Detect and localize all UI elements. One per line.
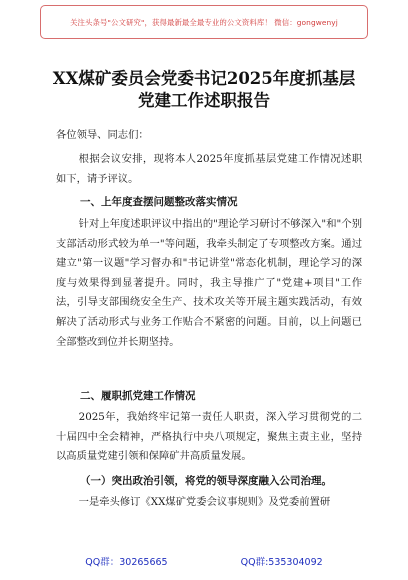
section-2-paragraph: 2025年，我始终牢记第一责任人职责，深入学习贯彻党的二十届四中全会精神，严格执行中央八项规定，聚焦主责主业，坚持以高质量党建引领和保障矿井高质量发展。: [56, 411, 362, 463]
section-1-paragraph: 针对上年度述职评议中指出的"理论学习研讨不够深入"和"个别支部活动形式较为单一"等问题，我牵头制定了专项整改方案。通过建立"第一议题"学习督办和"书记讲堂"常态化机制，理论学习的深度与效果得到显著提升。同时，我主导推广了"党建+项目"工作法，引导支部围绕安全生产、技术攻关等开展主题实践活动，有效解决了活动形式与业务工作贴合不紧密的问题。目前，以上问题已全部整改到位并长期坚持。: [56, 218, 362, 348]
subsection-1-heading: （一）突出政治引领，将党的领导深度融入公司治理。: [80, 475, 332, 487]
footer: [0, 554, 408, 568]
footer-qq-group-1: QQ群：30265665: [85, 557, 168, 568]
document-title-line-1: XX煤矿委员会党委书记2025年度抓基层: [52, 69, 356, 88]
salutation: 各位领导、同志们：: [56, 129, 149, 141]
section-1-heading: 一、上年度查摆问题整改落实情况: [80, 196, 238, 208]
intro-paragraph: 根据会议安排，现将本人2025年度抓基层党建工作情况述职如下，请予评议。: [56, 153, 362, 185]
banner-text: 关注头条号"公文研究"，获得最新最全最专业的公文资料库！ 微信：gongwenyj: [70, 17, 338, 27]
document-title-line-2: 党建工作述职报告: [138, 91, 270, 110]
top-banner: [40, 5, 368, 39]
subsection-1-paragraph: 一是牵头修订《XX煤矿党委会议事规则》及党委前置研: [78, 496, 331, 508]
section-2-heading: 二、履职抓党建工作情况: [80, 390, 196, 402]
footer-qq-group-2: QQ群:535304092: [240, 557, 323, 568]
